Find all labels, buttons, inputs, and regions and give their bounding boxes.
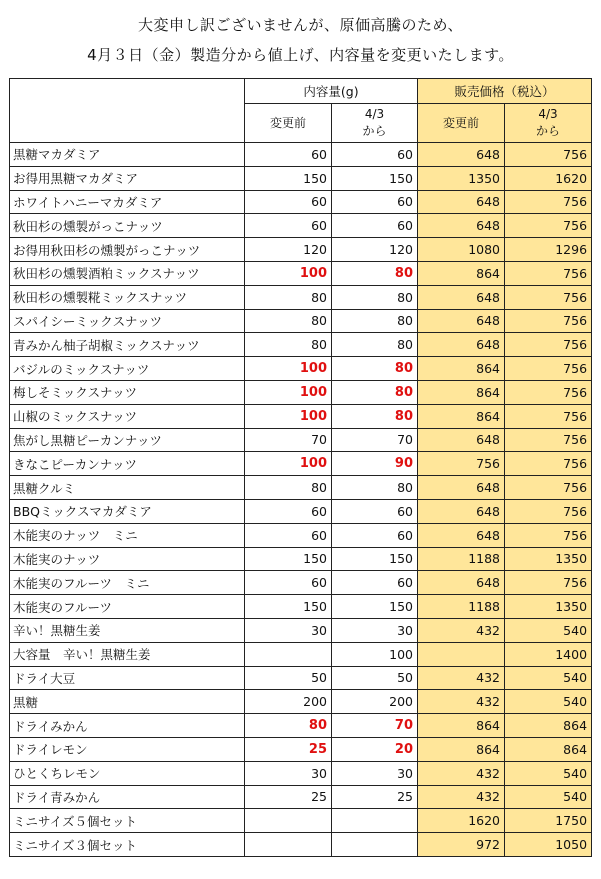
price-after-cell: 756 [505,523,592,547]
content-before-header: 変更前 [245,104,332,143]
table-row [10,333,592,357]
price-after-cell: 540 [505,690,592,714]
content-before-cell: 70 [245,428,332,452]
price-after-cell: 756 [505,452,592,476]
table-row [10,523,592,547]
content-after-cell [332,833,418,857]
price-after-cell: 756 [505,380,592,404]
price-before-cell: 648 [418,499,505,523]
content-before-cell [245,833,332,857]
product-name-header [10,79,245,143]
price-before-cell: 432 [418,690,505,714]
content-before-cell: 80 [245,333,332,357]
content-before-cell: 80 [245,285,332,309]
product-name-cell: ドライみかん [10,714,245,738]
table-row [10,714,592,738]
content-after-cell: 200 [332,690,418,714]
content-before-cell: 100 [245,404,332,428]
price-after-cell: 1620 [505,166,592,190]
table-row [10,833,592,857]
product-name-cell: 辛い！黒糖生姜 [10,618,245,642]
content-before-cell: 60 [245,571,332,595]
table-row [10,476,592,500]
table-row [10,761,592,785]
content-before-cell: 100 [245,380,332,404]
table-row [10,737,592,761]
price-after-cell: 540 [505,761,592,785]
content-before-cell [245,809,332,833]
price-before-cell: 648 [418,571,505,595]
content-before-cell: 100 [245,261,332,285]
table-row [10,499,592,523]
price-after-cell: 756 [505,476,592,500]
price-after-cell: 1050 [505,833,592,857]
content-after-header [332,104,418,143]
content-after-cell: 80 [332,309,418,333]
price-before-cell: 1188 [418,595,505,619]
price-header: 販売価格（税込） [418,79,592,104]
content-after-cell: 120 [332,238,418,262]
price-after-cell: 756 [505,333,592,357]
table-row [10,238,592,262]
product-name-cell: スパイシーミックスナッツ [10,309,245,333]
product-name-cell: お得用秋田杉の燻製がっこナッツ [10,238,245,262]
content-after-cell: 20 [332,737,418,761]
content-after-cell: 60 [332,214,418,238]
table-row [10,666,592,690]
price-after-cell: 540 [505,666,592,690]
content-after-cell: 60 [332,190,418,214]
price-after-cell: 756 [505,214,592,238]
content-before-cell: 50 [245,666,332,690]
price-before-cell: 1080 [418,238,505,262]
content-after-cell: 50 [332,666,418,690]
table-row [10,214,592,238]
price-before-cell: 864 [418,357,505,381]
price-before-cell: 648 [418,523,505,547]
price-after-date: 4/3 [538,107,558,121]
content-after-date: 4/3 [364,107,385,121]
table-row [10,380,592,404]
content-after-cell: 150 [332,595,418,619]
content-before-cell: 80 [245,476,332,500]
price-after-cell: 756 [505,285,592,309]
content-after-cell: 60 [332,499,418,523]
product-name-cell: 木能実のナッツ ミニ [10,523,245,547]
table-row [10,547,592,571]
price-after-header [505,104,592,143]
content-before-cell: 25 [245,737,332,761]
product-name-cell: 梅しそミックスナッツ [10,380,245,404]
price-after-cell: 1400 [505,642,592,666]
table-row [10,690,592,714]
price-before-cell: 864 [418,737,505,761]
product-name-cell: BBQミックスマカダミア [10,499,245,523]
content-after-from: から [362,124,387,138]
table-row [10,595,592,619]
content-after-cell: 70 [332,714,418,738]
price-after-cell: 756 [505,571,592,595]
price-before-cell: 972 [418,833,505,857]
price-after-cell: 756 [505,309,592,333]
product-name-cell: 木能実のナッツ [10,547,245,571]
price-before-cell: 864 [418,261,505,285]
content-before-cell: 60 [245,214,332,238]
content-before-cell: 60 [245,499,332,523]
content-after-cell: 90 [332,452,418,476]
price-before-cell: 432 [418,666,505,690]
price-after-cell: 1296 [505,238,592,262]
notice-line-1: 大変申し訳ございませんが、原価高騰のため、 [138,16,463,34]
price-after-cell: 756 [505,428,592,452]
price-after-cell: 756 [505,357,592,381]
content-before-cell: 80 [245,309,332,333]
content-after-cell: 80 [332,380,418,404]
price-after-cell: 540 [505,618,592,642]
price-after-cell: 756 [505,499,592,523]
table-row [10,452,592,476]
product-name-cell: ドライレモン [10,737,245,761]
notice-line-2: 4月３日（金）製造分から値上げ、内容量を変更いたします。 [87,46,514,64]
price-before-cell: 1350 [418,166,505,190]
price-before-cell: 1188 [418,547,505,571]
price-change-table [9,78,592,857]
price-before-cell: 648 [418,333,505,357]
content-before-cell: 60 [245,523,332,547]
table-header-row-1 [10,79,592,104]
price-after-cell: 756 [505,190,592,214]
table-row [10,642,592,666]
price-before-header: 変更前 [418,104,505,143]
price-before-cell: 864 [418,714,505,738]
product-name-cell: 黒糖 [10,690,245,714]
product-name-cell: 秋田杉の燻製がっこナッツ [10,214,245,238]
content-after-cell: 60 [332,571,418,595]
product-name-cell: ひとくちレモン [10,761,245,785]
table-row [10,261,592,285]
price-after-cell: 756 [505,404,592,428]
price-after-from: から [536,124,561,138]
price-before-cell: 648 [418,428,505,452]
product-name-cell: ミニサイズ５個セット [10,809,245,833]
content-after-cell: 30 [332,761,418,785]
content-amount-header: 内容量(g) [245,79,418,104]
table-row [10,428,592,452]
price-after-cell: 540 [505,785,592,809]
price-after-cell: 756 [505,261,592,285]
content-after-cell: 80 [332,404,418,428]
content-before-cell: 30 [245,618,332,642]
price-before-cell: 648 [418,143,505,167]
product-name-cell: 秋田杉の燻製糀ミックスナッツ [10,285,245,309]
table-row [10,357,592,381]
content-after-cell: 100 [332,642,418,666]
content-before-cell: 60 [245,190,332,214]
table-row [10,618,592,642]
content-after-cell: 80 [332,285,418,309]
price-before-cell: 432 [418,785,505,809]
table-row [10,309,592,333]
content-after-cell: 60 [332,143,418,167]
content-before-cell: 25 [245,785,332,809]
price-after-cell: 756 [505,143,592,167]
product-name-cell: 大容量 辛い！黒糖生姜 [10,642,245,666]
content-after-cell: 25 [332,785,418,809]
content-after-cell: 60 [332,523,418,547]
product-name-cell: 秋田杉の燻製酒粕ミックスナッツ [10,261,245,285]
table-row [10,404,592,428]
product-name-cell: 山椒のミックスナッツ [10,404,245,428]
content-before-cell: 30 [245,761,332,785]
content-after-cell: 80 [332,333,418,357]
price-before-cell: 648 [418,285,505,309]
product-name-cell: ドライ大豆 [10,666,245,690]
content-before-cell: 150 [245,166,332,190]
product-name-cell: 焦がし黒糖ピーカンナッツ [10,428,245,452]
content-after-cell: 80 [332,476,418,500]
product-name-cell: 木能実のフルーツ [10,595,245,619]
price-before-cell: 864 [418,404,505,428]
content-after-cell: 80 [332,357,418,381]
content-before-cell: 80 [245,714,332,738]
content-before-cell: 120 [245,238,332,262]
product-name-cell: 青みかん柚子胡椒ミックスナッツ [10,333,245,357]
table-row [10,190,592,214]
price-after-cell: 864 [505,714,592,738]
product-name-cell: バジルのミックスナッツ [10,357,245,381]
table-row [10,809,592,833]
price-before-cell: 432 [418,618,505,642]
content-after-cell [332,809,418,833]
product-name-cell: お得用黒糖マカダミア [10,166,245,190]
content-before-cell: 100 [245,357,332,381]
content-before-cell: 150 [245,547,332,571]
price-before-cell: 1620 [418,809,505,833]
content-after-cell: 80 [332,261,418,285]
product-name-cell: 木能実のフルーツ ミニ [10,571,245,595]
content-after-cell: 70 [332,428,418,452]
product-name-cell: 黒糖マカダミア [10,143,245,167]
content-after-cell: 150 [332,166,418,190]
table-row [10,785,592,809]
table-row [10,285,592,309]
table-row [10,571,592,595]
product-name-cell: ミニサイズ３個セット [10,833,245,857]
product-name-cell: きなこピーカンナッツ [10,452,245,476]
price-before-cell: 432 [418,761,505,785]
price-before-cell: 756 [418,452,505,476]
product-name-cell: 黒糖クルミ [10,476,245,500]
price-after-cell: 1350 [505,547,592,571]
price-after-cell: 864 [505,737,592,761]
price-before-cell: 648 [418,190,505,214]
content-before-cell: 150 [245,595,332,619]
table-row [10,143,592,167]
content-before-cell [245,642,332,666]
price-after-cell: 1350 [505,595,592,619]
content-after-cell: 30 [332,618,418,642]
content-before-cell: 100 [245,452,332,476]
product-name-cell: ドライ青みかん [10,785,245,809]
price-before-cell: 648 [418,309,505,333]
price-before-cell: 648 [418,214,505,238]
price-before-cell [418,642,505,666]
content-before-cell: 60 [245,143,332,167]
content-before-cell: 200 [245,690,332,714]
table-row [10,166,592,190]
content-after-cell: 150 [332,547,418,571]
product-name-cell: ホワイトハニーマカダミア [10,190,245,214]
price-before-cell: 864 [418,380,505,404]
price-after-cell: 1750 [505,809,592,833]
price-before-cell: 648 [418,476,505,500]
